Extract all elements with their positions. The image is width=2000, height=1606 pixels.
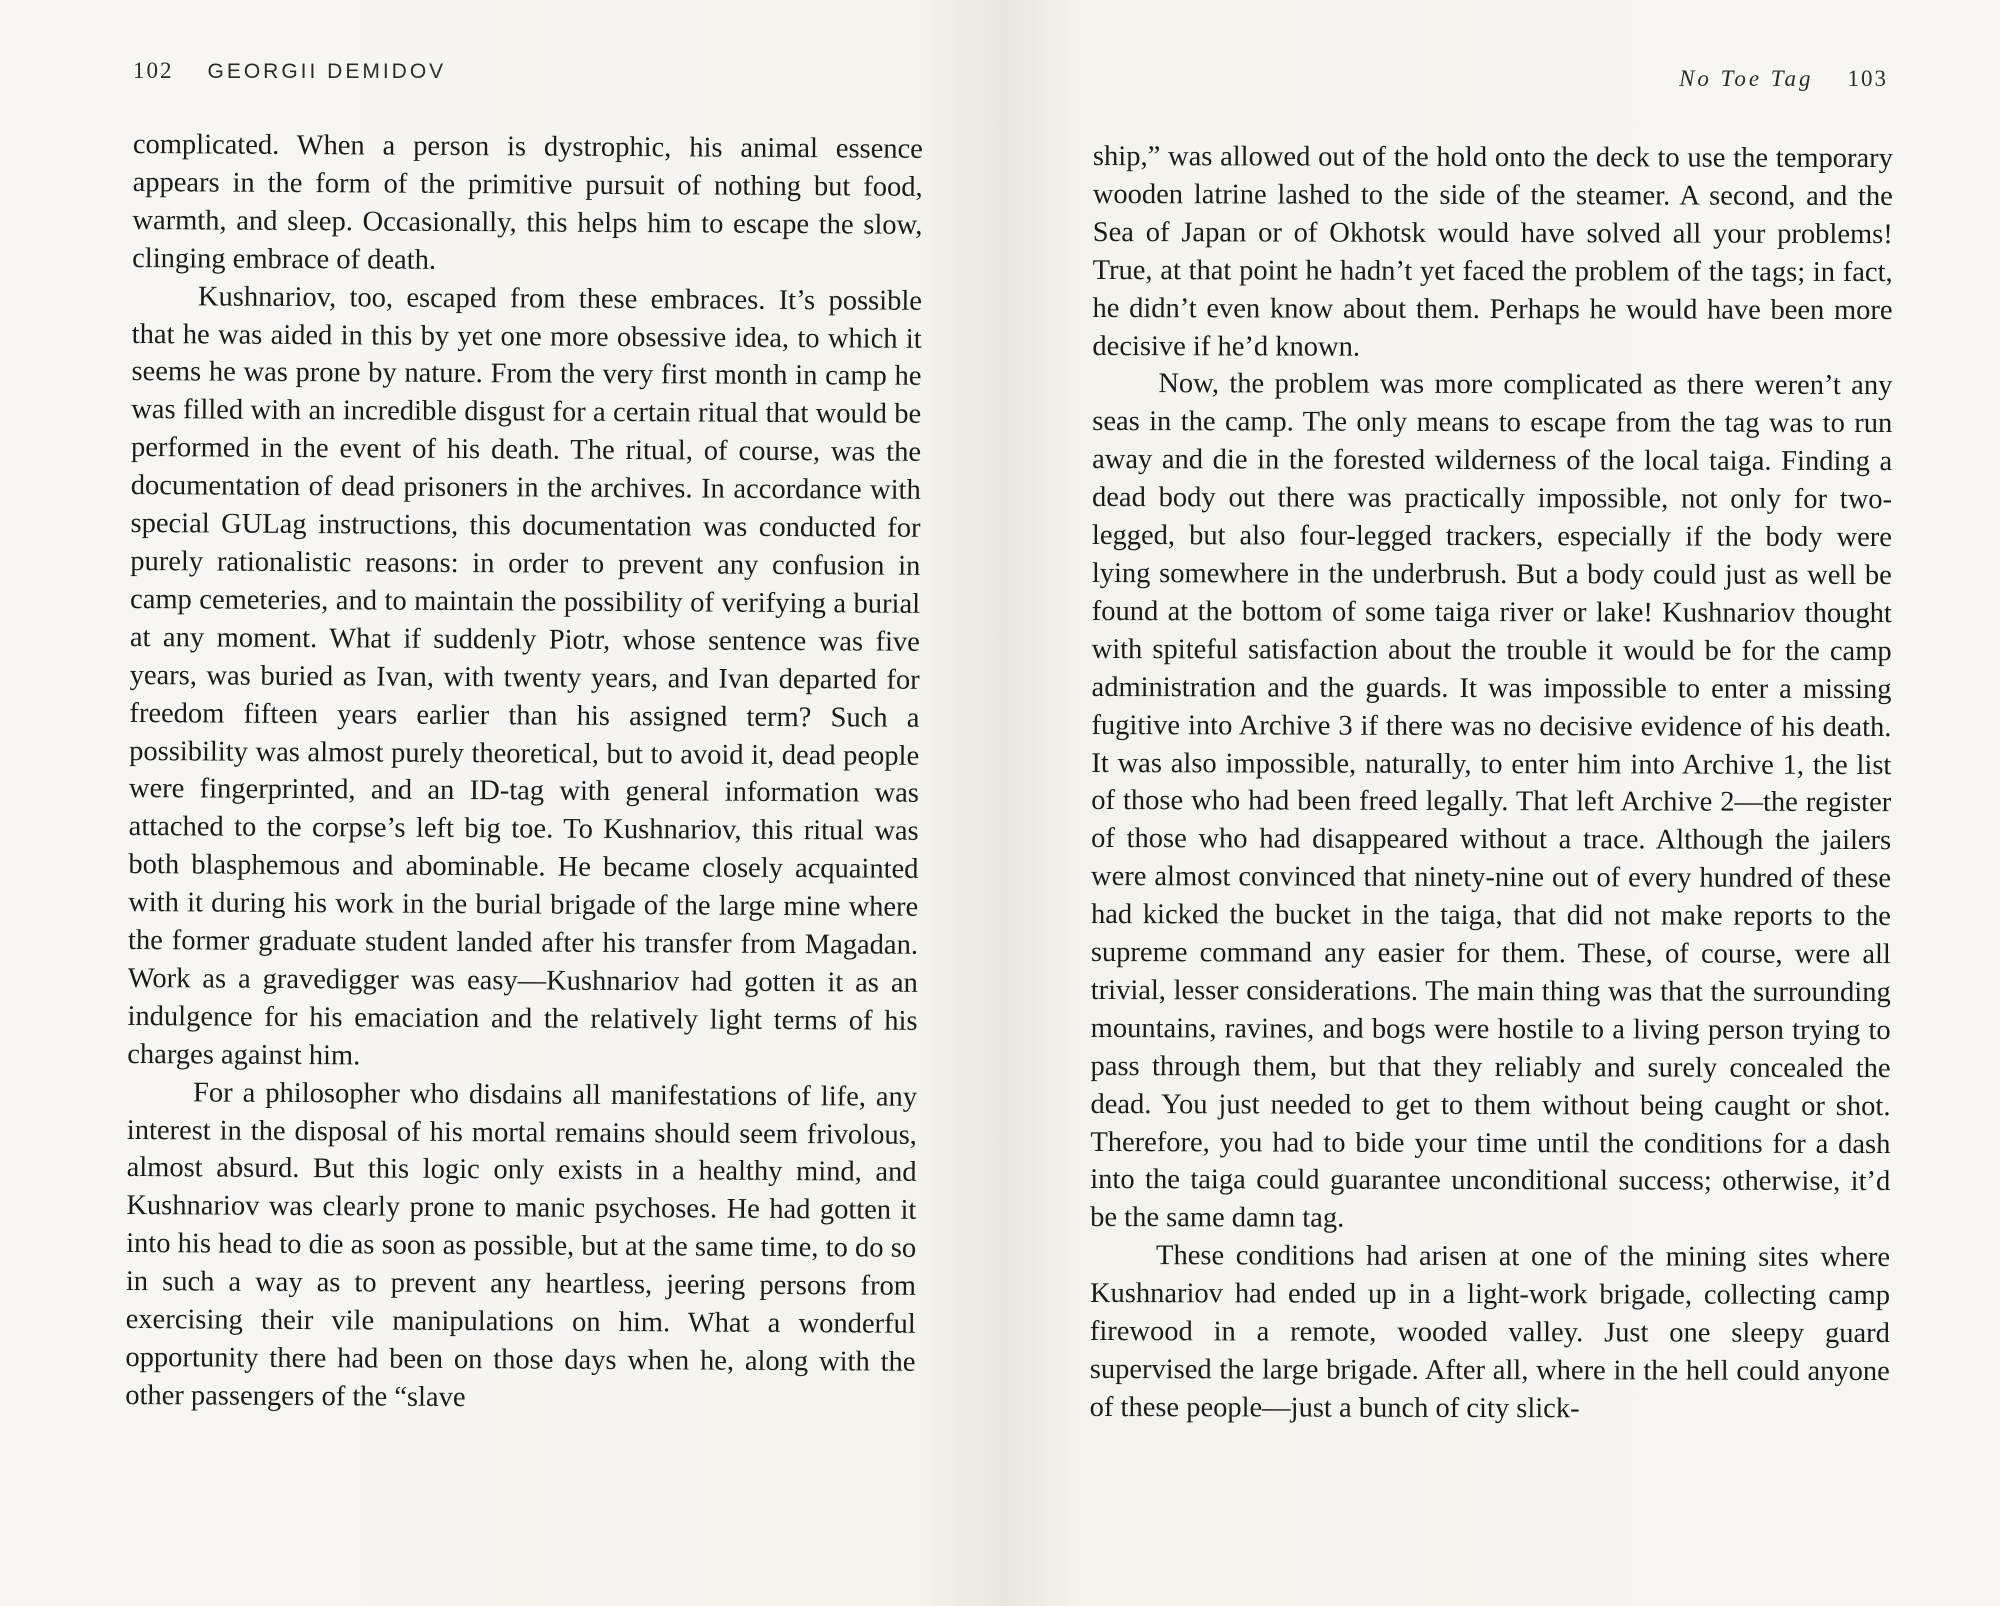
paragraph: Now, the problem was more complicated as there weren’t any seas in the camp. The only means to escape from the tag was to run away and die in the forested wilderness of the local taiga. Finding a dead body out there was practically impossible, not only for two-legged, but also four-legged trackers, especially if the body were lying somewhere in the underbrush. But a body could just as well be found at the bottom of some taiga river or lake! Kushnariov thought with spiteful satisfaction about the trouble it would be for the camp administration and the guards. It was impossible to enter a missing fugitive into Archive 3 if there was no decisive evidence of his death. It was also impossible, naturally, to enter him into Archive 1, the list of those who had been freed legally. That left Archive 2—the register of those who had disappeared without a trace. Although the jailers were almost convinced that ninety-nine out of every hundred of these had kicked the bucket in the taiga, that did not make reports to the supreme command any easier for them. These, of course, were all trivial, lesser considerations. The main thing was that the surrounding mountains, ravines, and bogs were hostile to a living person trying to pass through them, but that they reliably and surely concealed the dead. You just needed to get to them without being caught or shot. Therefore, you had to bide your time until the conditions for a dash into the taiga could guarantee unconditional success; otherwise, it’d be the same damn tag. bbox=[1090, 368, 1893, 1235]
right-body-text bbox=[1090, 138, 1893, 1429]
left-running-head bbox=[133, 58, 446, 84]
paragraph: For a philosopher who disdains all manifestations of life, any interest in the disposal of his mortal remains should seem frivolous, almost absurd. But this logic only exists in a healthy mind, and Kushnariov was clearly prone to manic psychoses. He had gotten it into his head to die as soon as possible, but at the same time, to do so in such a way as to prevent any heartless, jeering persons from exercising their vile manipulations on him. What a wonderful opportunity there had been on those days when he, along with the other passengers of the “slave bbox=[125, 1077, 918, 1413]
paragraph: ship,” was allowed out of the hold onto the deck to use the temporary wooden latrine lashed to the side of the steamer. A second, and the Sea of Japan or of Okhotsk would have solved all your problems! True, at that point he hadn’t yet faced the problem of the tags; in fact, he didn’t even know about them. Perhaps he would have been more decisive if he’d known. bbox=[1092, 140, 1893, 363]
right-running-head bbox=[1679, 66, 1888, 92]
chapter-title: No Toe Tag bbox=[1679, 66, 1814, 91]
left-body-text bbox=[125, 126, 923, 1420]
right-page-number: 103 bbox=[1847, 66, 1888, 91]
paragraph: complicated. When a person is dystrophic, his animal essence appears in the form of the primitive pursuit of nothing but food, warmth, and sleep. Occasionally, this helps him to escape the slow, clinging embrace of death. bbox=[132, 128, 923, 276]
paragraph: These conditions had arisen at one of the mining sites where Kushnariov had ended up in a light-work brigade, collecting camp firewood in a remote, wooded valley. Just one sleepy guard supervised the large brigade. After all, where in the hell could anyone of these people—just a bunch of city slick- bbox=[1089, 1240, 1891, 1425]
right-page bbox=[1000, 0, 2000, 1606]
left-page-number: 102 bbox=[133, 58, 174, 83]
author-name: GEORGII DEMIDOV bbox=[207, 60, 447, 83]
paragraph: Kushnariov, too, escaped from these embraces. It’s possible that he was aided in this by yet one more obsessive idea, to which it seems he was prone by nature. From the very first month in camp he was filled with an incredible disgust for a certain ritual that would be performed in the event of his death. The ritual, of course, was the documentation of dead prisoners in the archives. In accordance with special GULag instructions, this documentation was conducted for purely rationalistic reasons: in order to prevent any confusion in camp cemeteries, and to maintain the possibility of verifying a burial at any moment. What if suddenly Piotr, whose sentence was five years, was buried as Ivan, with twenty years, and Ivan departed for freedom fifteen years earlier than his assigned term? Such a possibility was almost purely theoretical, but to avoid it, dead people were fingerprinted, and an ID-tag with general information was attached to the corpse’s left big toe. To Kushnariov, this ritual was both blasphemous and abominable. He became closely acquainted with it during his work in the burial brigade of the large mine where the former graduate student landed after his transfer from Magadan. Work as a gravedigger was easy—Kushnariov had gotten it as an indulgence for his emaciation and the relatively light terms of his charges against him. bbox=[127, 281, 923, 1072]
